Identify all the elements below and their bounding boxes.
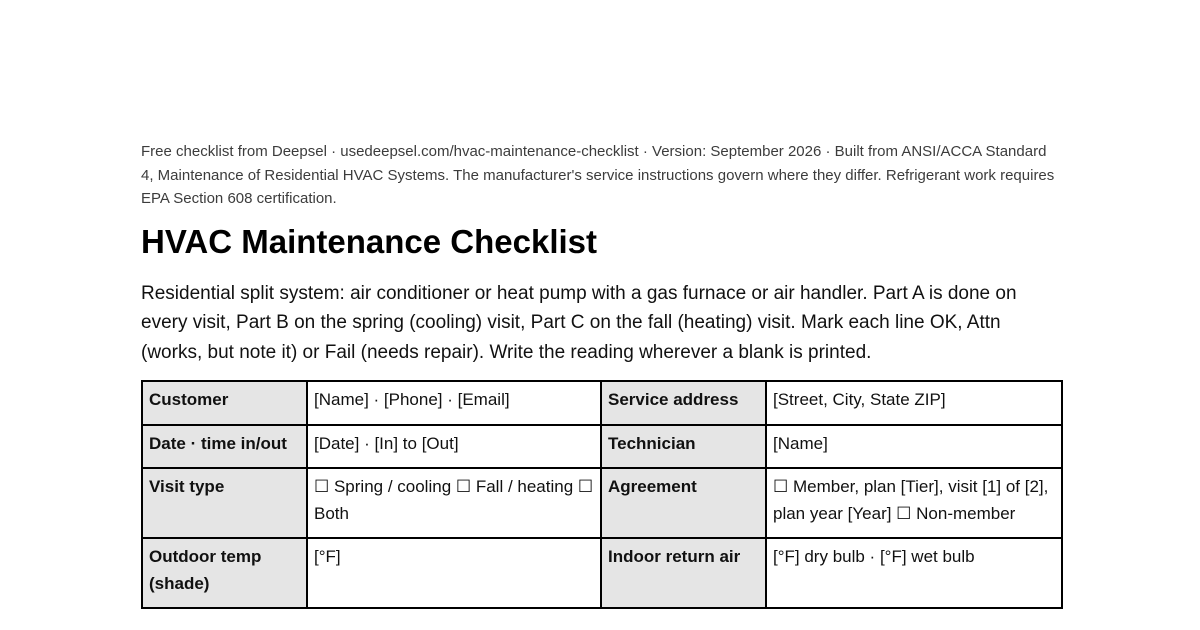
agreement-field[interactable]: ☐ Member, plan [Tier], visit [1] of [2], plan year [Year] ☐ Non-member <box>766 468 1062 538</box>
customer-field[interactable]: [Name] · [Phone] · [Email] <box>307 381 601 425</box>
date-time-field[interactable]: [Date] · [In] to [Out] <box>307 425 601 469</box>
date-time-label: Date · time in/out <box>142 425 307 469</box>
indoor-return-air-label: Indoor return air <box>601 538 766 608</box>
technician-label: Technician <box>601 425 766 469</box>
intro-paragraph: Residential split system: air conditioner or heat pump with a gas furnace or air handler. Part A is done on every visit, Part B on the spring (cooling) visit, Part C on the fall (heating) visit. Mark each line OK, Attn (works, but note it) or Fail (needs repair). Write the reading wherever a blank is printed. <box>141 282 1017 363</box>
table-row <box>142 468 1062 538</box>
outdoor-temp-label: Outdoor temp (shade) <box>142 538 307 608</box>
service-address-field[interactable]: [Street, City, State ZIP] <box>766 381 1062 425</box>
service-address-label: Service address <box>601 381 766 425</box>
outdoor-temp-field[interactable]: [°F] <box>307 538 601 608</box>
technician-field[interactable]: [Name] <box>766 425 1062 469</box>
table-row <box>142 425 1062 469</box>
agreement-label: Agreement <box>601 468 766 538</box>
table-row <box>142 381 1062 425</box>
visit-type-label: Visit type <box>142 468 307 538</box>
source-note: Free checklist from Deepsel · usedeepsel.com/hvac-maintenance-checklist · Version: September 2026 · Built from ANSI/ACCA Standard 4, Maintenance of Residential HVAC Systems. The manufacturer's service instructions govern where they differ. Refrigerant work requires EPA Section 608 certification. <box>141 143 1055 207</box>
table-row <box>142 538 1062 608</box>
indoor-return-air-field[interactable]: [°F] dry bulb · [°F] wet bulb <box>766 538 1062 608</box>
checklist-page <box>141 140 1061 609</box>
document-title: HVAC Maintenance Checklist <box>141 222 598 260</box>
visit-info-table <box>141 380 1063 609</box>
visit-type-field[interactable]: ☐ Spring / cooling ☐ Fall / heating ☐ Both <box>307 468 601 538</box>
customer-label: Customer <box>142 381 307 425</box>
